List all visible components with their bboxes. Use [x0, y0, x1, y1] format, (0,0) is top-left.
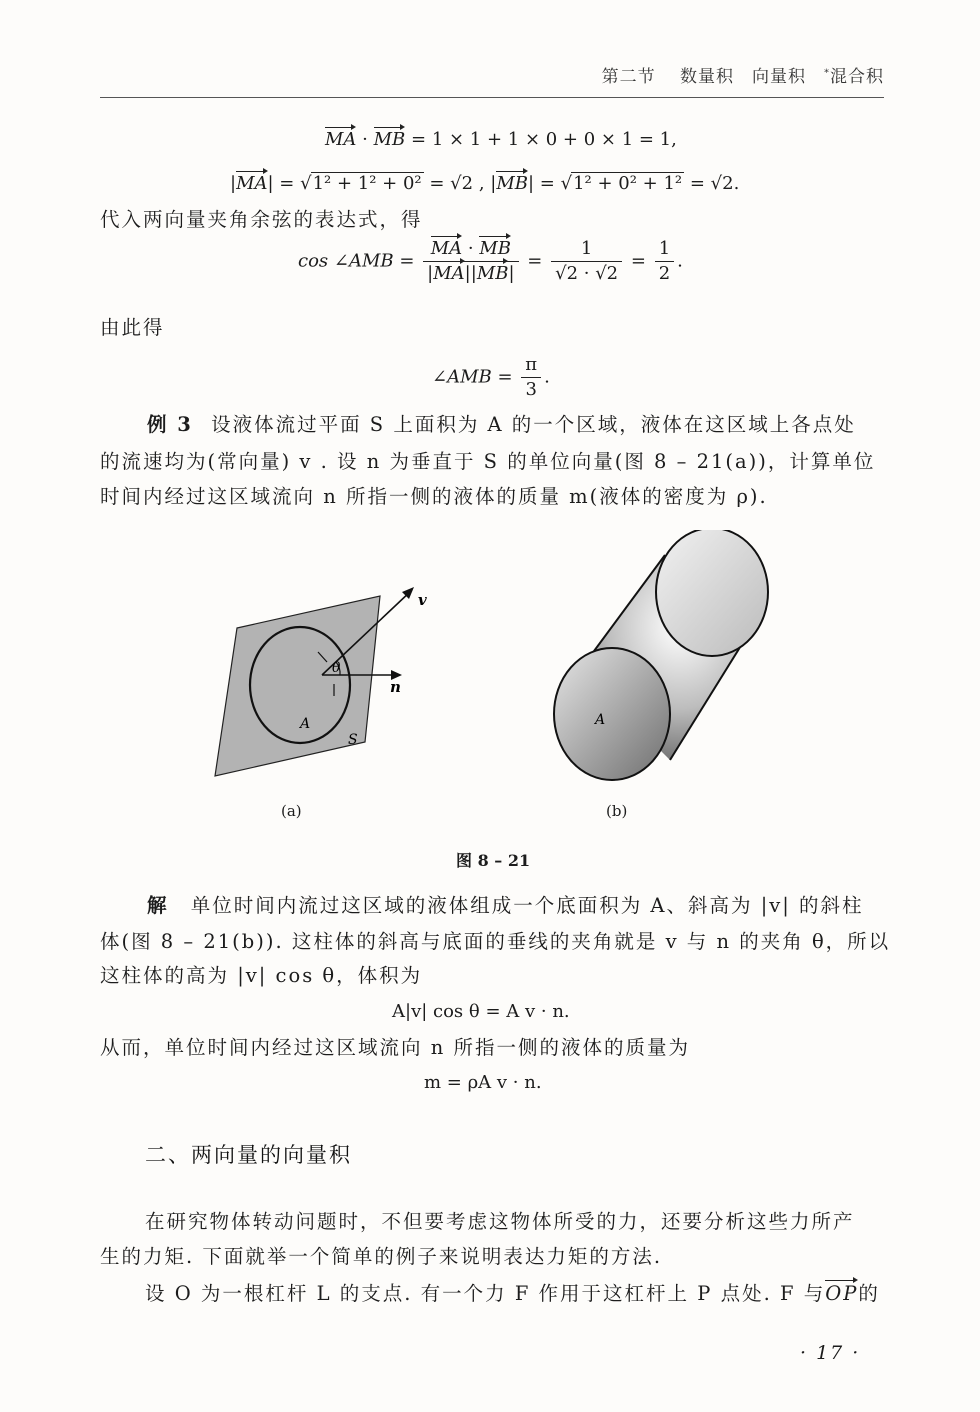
abs-bar: | — [508, 263, 515, 284]
vector-OP: OP — [825, 1282, 859, 1305]
figure-b — [554, 530, 768, 780]
fraction-numerator: 1 — [580, 238, 593, 259]
fraction-denominator: √2 · √2 — [551, 261, 622, 283]
equals: | = — [267, 173, 301, 194]
equation-dot-product — [325, 131, 677, 149]
caption-b: (b) — [606, 802, 628, 820]
figure-a — [215, 587, 414, 776]
equals: = — [527, 250, 543, 272]
label-theta: θ — [332, 660, 341, 676]
torque-line3 — [145, 1284, 880, 1304]
fraction-denominator: 3 — [521, 377, 541, 399]
equation-cosine — [298, 240, 683, 283]
example-label: 例 3 — [147, 413, 193, 436]
equation-magnitudes: |MA| = √1² + 1² + 0² = √2 , |MB| = √1² + 0² + 1² = √2. — [230, 173, 740, 194]
vector-MB: MB — [496, 173, 529, 194]
label-v: v — [418, 591, 427, 609]
radicand-MA: 1² + 1² + 0² — [312, 173, 422, 194]
equals: = — [630, 250, 646, 272]
dot-operator: · — [462, 238, 480, 259]
solution-line1 — [147, 896, 864, 916]
abs-bar: | — [230, 173, 237, 194]
header-last: 混合积 — [830, 67, 884, 87]
solution-line3: 这柱体的高为 |v| cos θ，体积为 — [100, 964, 423, 987]
equation-angle — [432, 356, 550, 399]
label-A-a: A — [300, 716, 311, 732]
equals: | = — [528, 173, 561, 194]
header-section: 第二节 — [601, 67, 656, 87]
page-number: · 17 · — [800, 1342, 861, 1364]
fraction-numerator: π — [525, 354, 538, 375]
solution-text: 单位时间内流过这区域的液体组成一个底面积为 A、斜高为 |v| 的斜柱 — [190, 894, 864, 917]
caption-a: (a) — [281, 802, 302, 820]
solution-label: 解 — [147, 894, 169, 917]
angle-lhs: ∠AMB = — [432, 366, 513, 388]
plane-S — [215, 596, 380, 776]
example-text: 设液体流过平面 S 上面积为 A 的一个区域，液体在这区域上各点处 — [211, 413, 856, 436]
solution-line2: 体(图 8 – 21(b)). 这柱体的斜高与底面的垂线的夹角就是 v 与 n 的夹角 θ，所以 — [100, 930, 891, 953]
vector-MB: MB — [476, 263, 509, 284]
result-MA: = √2 , | — [423, 173, 497, 194]
vector-MA: MA — [433, 263, 465, 284]
vector-MA: MA — [236, 173, 268, 194]
example3-line3: 时间内经过这区域流向 n 所指一侧的液体的质量 m(液体的密度为 ρ). — [100, 485, 768, 508]
header-star: * — [824, 67, 830, 79]
solution-line4: 从而，单位时间内经过这区域流向 n 所指一侧的液体的质量为 — [100, 1036, 690, 1059]
vector-MB: MB — [479, 238, 511, 259]
fraction-pi-third — [521, 356, 541, 399]
torque-text: 设 O 为一根杠杆 L 的支点. 有一个力 F 作用于这杠杆上 P 点处. F 与 — [145, 1282, 826, 1305]
figure-caption: 图 8 – 21 — [456, 851, 531, 870]
header-topics: 数量积 向量积 — [680, 67, 824, 87]
header-rule — [100, 97, 884, 98]
fraction-denominator: 2 — [655, 261, 674, 283]
radicand-MB: 1² + 0² + 1² — [573, 173, 683, 194]
section-title: 二、两向量的向量积 — [145, 1143, 352, 1167]
label-n: n — [390, 678, 401, 696]
vector-MB: MB — [373, 129, 406, 150]
paragraph-substitute: 代入两向量夹角余弦的表达式，得 — [100, 208, 423, 231]
torque-line2: 生的力矩. 下面就举一个简单的例子来说明表达力矩的方法. — [100, 1245, 663, 1268]
abs-bar: || — [464, 263, 477, 284]
torque-line1: 在研究物体转动问题时，不但要考虑这物体所受的力，还要分析这些力所产 — [145, 1210, 855, 1233]
equation-rhs: = 1 × 1 + 1 × 0 + 0 × 1 = 1, — [411, 129, 677, 150]
vector-MA: MA — [325, 129, 357, 150]
label-S: S — [348, 732, 358, 748]
label-A-b: A — [595, 712, 606, 728]
figure-8-21 — [200, 530, 800, 830]
example3-line2: 的流速均为(常向量) v . 设 n 为垂直于 S 的单位向量(图 8 – 21(a))，计算单位 — [100, 450, 876, 473]
cosine-lhs: cos ∠AMB = — [298, 250, 415, 272]
result-MB: = √2. — [684, 173, 740, 194]
fraction-root — [551, 240, 622, 283]
abs-bar: | — [427, 263, 434, 284]
cylinder-top-cap — [656, 530, 768, 656]
period: . — [544, 366, 550, 388]
dot-operator: · — [356, 129, 374, 150]
equation-mass: m = ρA v · n. — [424, 1072, 542, 1093]
running-header — [100, 62, 884, 87]
torque-text-end: 的 — [858, 1282, 880, 1305]
period: . — [677, 250, 683, 272]
fraction-cosine — [423, 240, 518, 283]
vector-MA: MA — [430, 238, 463, 259]
paragraph-thus: 由此得 — [100, 316, 165, 339]
equation-volume: A|v| cos θ = A v · n. — [392, 1001, 570, 1022]
fraction-half — [655, 240, 674, 283]
example3-line1 — [147, 415, 856, 435]
fraction-numerator: 1 — [658, 238, 671, 259]
